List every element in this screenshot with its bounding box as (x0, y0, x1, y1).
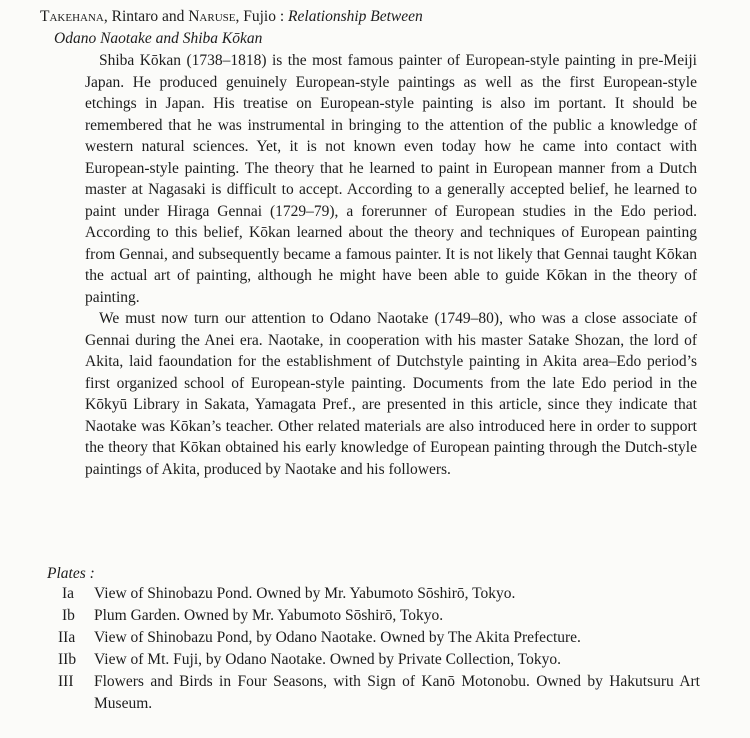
plate-caption: Flowers and Birds in Four Seasons, with Sign of Kanō Motonobu. Owned by Hakutsuru Art Museum. (94, 673, 700, 712)
plate-item (52, 583, 700, 605)
plate-caption: View of Shinobazu Pond, by Odano Naotake. Owned by The Akita Prefecture. (94, 629, 581, 646)
abstract-body (85, 50, 697, 480)
plate-number: Ia (62, 585, 75, 602)
plate-number: III (58, 673, 74, 690)
paragraph-1: Shiba Kōkan (1738–1818) is the most famous painter of European-style painting in pre-Meiji Japan. He produced genuinely European-style paintings as well as the first European-style etchings in Japan. His treatise on European-style painting is also im portant. It should be remembered that he was instrumental in bringing to the attention of the public a knowledge of western natural sciences. Yet, it is not known even today how he came into contact with European-style painting. The theory that he learned to paint in European manner from a Dutch master at Nagasaki is difficult to accept. According to a generally accepted belief, he learned to paint under Hiraga Gennai (1729–79), a forerunner of European studies in the Edo period. According to this belief, Kōkan learned about the theory and techniques of European painting from Gennai, and subsequently became a famous painter. It is not likely that Gennai taught Kōkan the actual art of painting, although he might have been able to guide Kōkan in the theory of painting. (85, 52, 697, 306)
plate-item (52, 649, 700, 671)
paragraph-2: We must now turn our attention to Odano Naotake (1749–80), who was a close associate of Gennai during the Anei era. Naotake, in cooperation with his master Satake Shozan, the lord of Akita, laid faoundation for the establishment of Dutchstyle painting in Akita area–Edo period’s first organized school of European-style painting. Documents from the late Edo period in the Kōkyū Library in Sakata, Yamagata Pref., are presented in this article, since they indicate that Naotake was Kōkan’s teacher. Other related materials are also introduced here in order to support the theory that Kōkan obtained his early knowledge of European painting through the Dutch-style paintings of Akita, produced by Naotake and his followers. (85, 310, 697, 478)
author1-surname: Takehana (40, 8, 104, 25)
plates-heading: Plates : (47, 565, 95, 582)
plate-number: Ib (62, 607, 75, 624)
author1-rest: , Rintaro and (103, 8, 189, 25)
plate-caption: View of Mt. Fuji, by Odano Naotake. Owned by Private Collection, Tokyo. (94, 651, 561, 668)
plate-caption: View of Shinobazu Pond. Owned by Mr. Yabumoto Sōshirō, Tokyo. (94, 585, 516, 602)
article-title-line1: Relationship Between (288, 8, 423, 25)
author2-surname: Naruse (188, 8, 236, 25)
plate-number: IIb (58, 651, 77, 668)
plate-caption: Plum Garden. Owned by Mr. Yabumoto Sōshirō, Tokyo. (94, 607, 444, 624)
plate-item (52, 605, 700, 627)
plate-number: IIa (58, 629, 76, 646)
plate-item (52, 627, 700, 649)
article-header (40, 6, 423, 28)
author2-rest: , Fujio : (235, 8, 289, 25)
plate-item (52, 671, 700, 715)
plates-list (52, 583, 700, 715)
article-title-line2: Odano Naotake and Shiba Kōkan (54, 30, 263, 47)
